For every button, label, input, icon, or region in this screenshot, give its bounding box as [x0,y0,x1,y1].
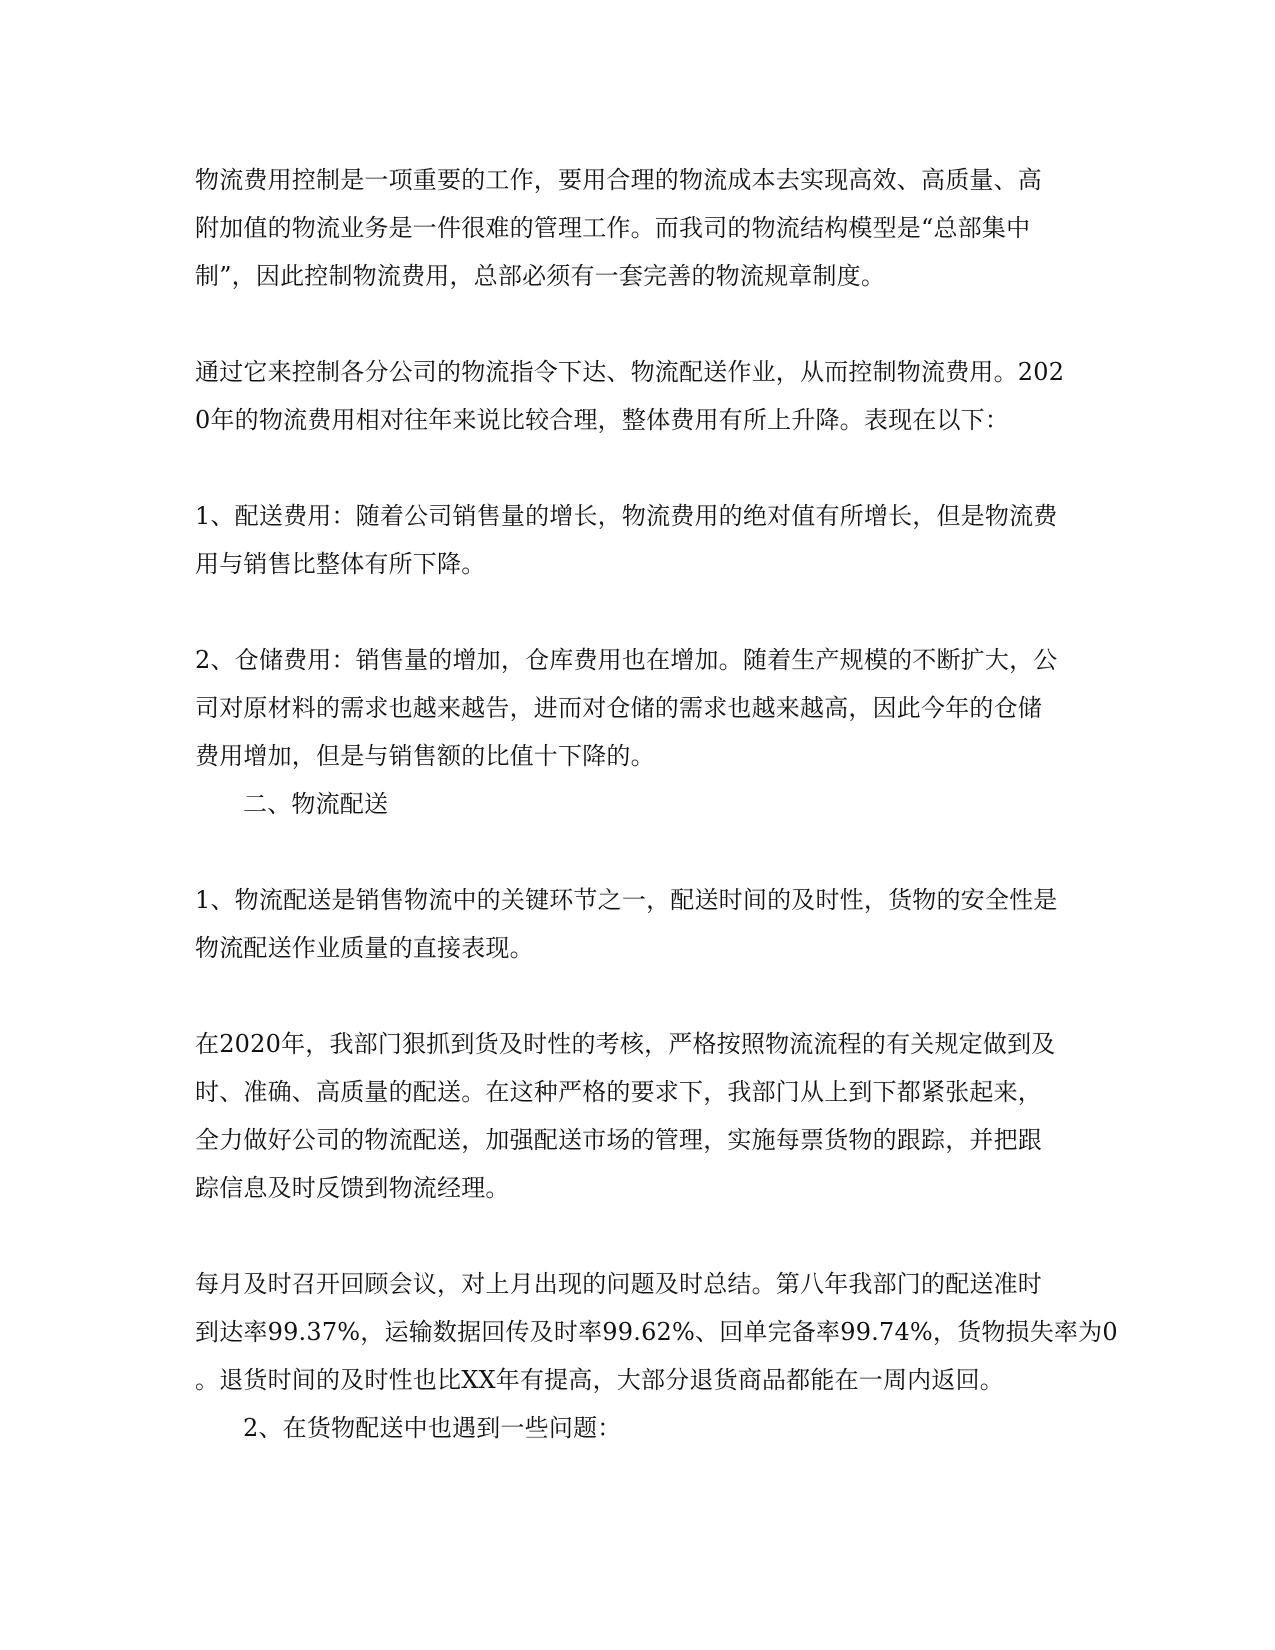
text-line: 。退货时间的及时性也比XX年有提高，大部分退货商品都能在一周内返回。 [195,1366,1004,1394]
text-line: 1、物流配送是销售物流中的关键环节之一，配送时间的及时性，货物的安全性是 [195,886,1058,914]
text-line: 踪信息及时反馈到物流经理。 [195,1174,510,1202]
text-line: 用与销售比整体有所下降。 [195,550,486,578]
text-line: 司对原材料的需求也越来越告，进而对仓储的需求也越来越高，因此今年的仓储 [195,694,1042,722]
text-line: 费用增加，但是与销售额的比值十下降的。 [195,742,655,770]
text-line: 通过它来控制各分公司的物流指令下达、物流配送作业，从而控制物流费用。202 [195,358,1065,386]
text-line: 附加值的物流业务是一件很难的管理工作。而我司的物流结构模型是“总部集中 [195,214,1031,242]
text-line: 物流费用控制是一项重要的工作，要用合理的物流成本去实现高效、高质量、高 [195,166,1042,194]
text-line: 每月及时召开回顾会议，对上月出现的问题及时总结。第八年我部门的配送准时 [195,1270,1042,1298]
text-line: 时、准确、高质量的配送。在这种严格的要求下，我部门从上到下都紧张起来， [195,1078,1042,1106]
list-item-heading: 2、在货物配送中也遇到一些问题： [243,1414,622,1442]
text-line: 2、仓储费用：销售量的增加，仓库费用也在增加。随着生产规模的不断扩大，公 [195,646,1058,674]
text-line: 物流配送作业质量的直接表现。 [195,934,534,962]
section-heading: 二、物流配送 [243,790,389,818]
text-line: 制”，因此控制物流费用，总部必须有一套完善的物流规章制度。 [195,262,886,290]
text-line: 在2020年，我部门狠抓到货及时性的考核，严格按照物流流程的有关规定做到及 [195,1030,1056,1058]
text-line: 到达率99.37%，运输数据回传及时率99.62%、回单完备率99.74%，货物损失率为0 [195,1318,1118,1346]
text-line: 全力做好公司的物流配送，加强配送市场的管理，实施每票货物的跟踪，并把跟 [195,1126,1042,1154]
text-line: 0年的物流费用相对往年来说比较合理，整体费用有所上升降。表现在以下： [195,406,1010,434]
text-line: 1、配送费用：随着公司销售量的增长，物流费用的绝对值有所增长，但是物流费 [195,502,1058,530]
